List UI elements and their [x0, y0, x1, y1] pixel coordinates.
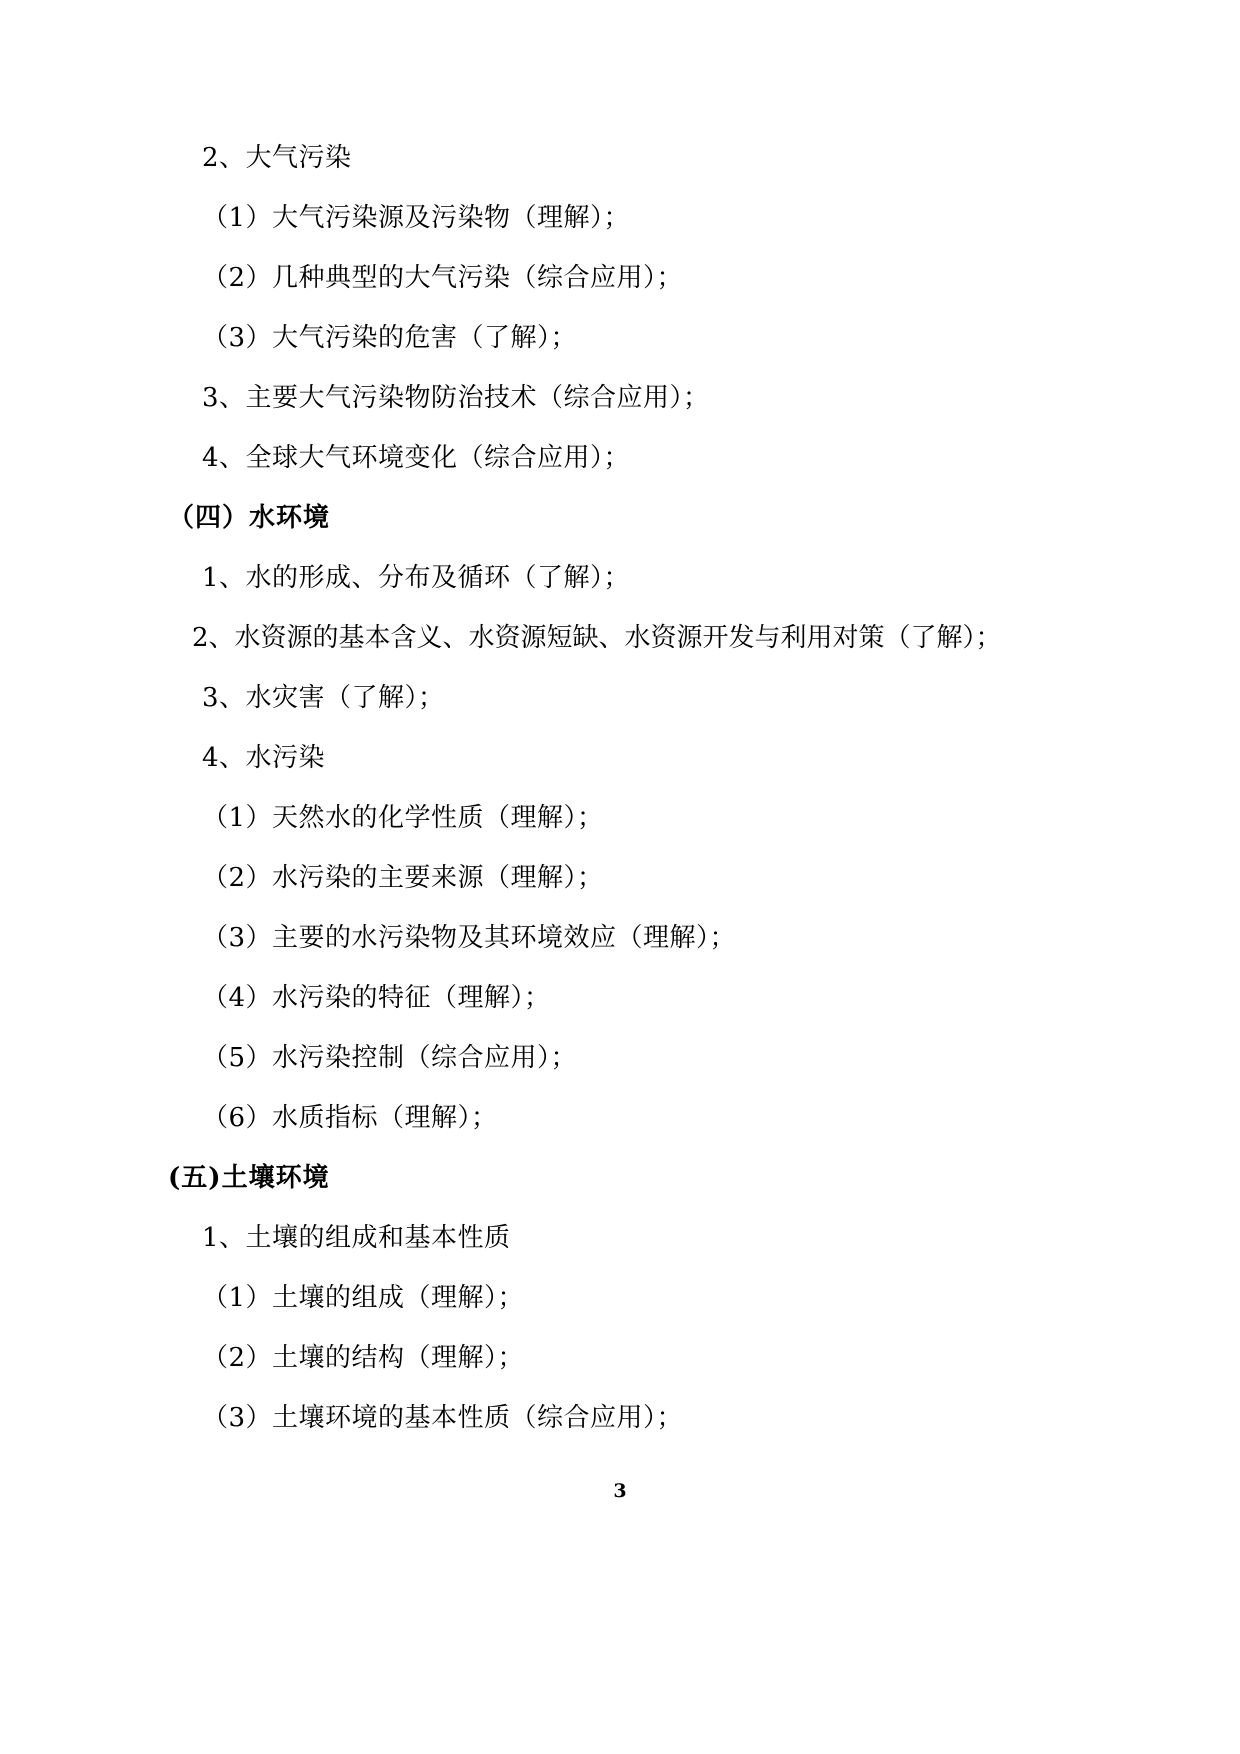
- section-heading: （四）水环境: [168, 503, 331, 533]
- outline-item: 4、水污染: [202, 743, 326, 773]
- outline-item: 3、主要大气污染物防治技术（综合应用）；: [202, 383, 710, 413]
- outline-item: （3）主要的水污染物及其环境效应（理解）；: [202, 923, 737, 953]
- document-body: [168, 128, 1078, 1448]
- outline-item: （1）天然水的化学性质（理解）；: [202, 803, 604, 833]
- outline-item: （3）大气污染的危害（了解）；: [202, 323, 578, 353]
- outline-item: （2）水污染的主要来源（理解）；: [202, 863, 604, 893]
- outline-item: （1）土壤的组成（理解）；: [202, 1283, 525, 1313]
- outline-item: （2）土壤的结构（理解）；: [202, 1343, 525, 1373]
- page-number: 3: [613, 1480, 627, 1502]
- outline-item: （3）土壤环境的基本性质（综合应用）；: [202, 1403, 684, 1433]
- outline-item: 2、水资源的基本含义、水资源短缺、水资源开发与利用对策（了解）；: [192, 623, 1002, 653]
- outline-item: 1、土壤的组成和基本性质: [202, 1223, 511, 1253]
- section-heading: (五)土壤环境: [168, 1163, 330, 1193]
- outline-item: （5）水污染控制（综合应用）；: [202, 1043, 578, 1073]
- outline-item: （4）水污染的特征（理解）；: [202, 983, 551, 1013]
- outline-item: 4、全球大气环境变化（综合应用）；: [202, 443, 631, 473]
- outline-item: 2、大气污染: [202, 143, 352, 173]
- outline-item: （2）几种典型的大气污染（综合应用）；: [202, 263, 684, 293]
- outline-item: 3、水灾害（了解）；: [202, 683, 445, 713]
- outline-item: 1、水的形成、分布及循环（了解）；: [202, 563, 631, 593]
- outline-item: （1）大气污染源及污染物（理解）；: [202, 203, 631, 233]
- outline-item: （6）水质指标（理解）；: [202, 1103, 498, 1133]
